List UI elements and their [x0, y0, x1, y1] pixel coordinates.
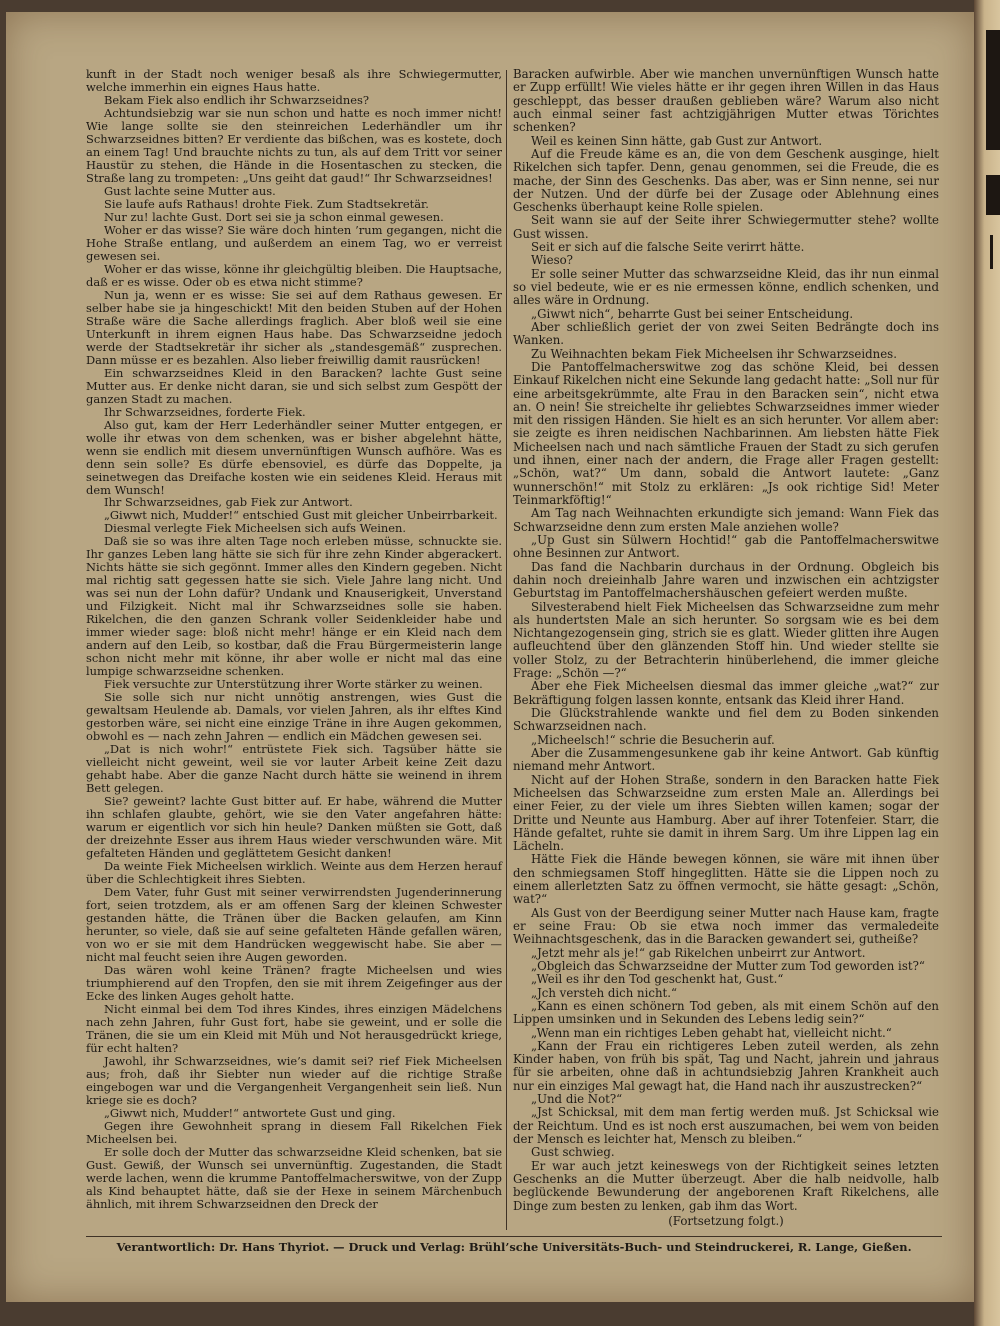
column-divider	[506, 70, 507, 1230]
paragraph: „Wenn man ein richtiges Leben gehabt hat, vielleicht nicht.“	[531, 1025, 892, 1040]
paragraph: Auf die Freude käme es an, die von dem Geschenk ausginge, hielt Rikelchen sich tapfer. Denn, genau genommen, sei die Freude, die es mache, der Sinn des Geschenks. Das aber, was er Sinn nenne, sei nur der Nutzen. Und der dürfe bei der Zusage oder Ablehnung eines Geschenks überhaupt keine Rolle spielen.	[513, 146, 939, 215]
text-column-left	[86, 68, 502, 1211]
paragraph: Seit er sich auf die falsche Seite verirrt hätte.	[531, 240, 805, 255]
paragraph: Gust lachte seine Mutter aus.	[104, 183, 276, 198]
paragraph: Ihr Schwarzseidnes, gab Fiek zur Antwort.	[104, 495, 353, 510]
paragraph: Nicht einmal bei dem Tod ihres Kindes, ihres einzigen Mädelchens nach zehn Jahren, fuhr Gust fort, habe sie geweint, und er solle die Tränen, die sie um ein Kleid mit Müh und Not herausgedrückt kriege, für echt halten?	[86, 1001, 502, 1055]
paragraph: Daß sie so was ihre alten Tage noch erleben müsse, schnuckte sie. Ihr ganzes Leben lang hätte sie sich für ihre zehn Kinder abgerackert. Nichts hätte sie sich gegönnt. Immer alles den Kindern gegeben. Nicht mal richtig satt gegessen hatte sie sich. Viele Jahre lang nicht. Und was sei nun der Lohn dafür? Undank und Knauserigkeit, Unverstand und Filzigkeit. Nicht mal ihr Schwarzseidnes solle sie haben. Rikelchen, die den ganzen Schrank voller Seidenkleider habe und immer wieder sage: bloß nicht mehr! hänge er ein Kleid nach dem andern auf den Leib, so kostbar, daß die Frau Bürgermeisterin lange schon nicht mehr mit könne, ihr aber wolle er nicht mal das eine lumpige schwarzseidne schenken.	[86, 534, 502, 679]
paragraph: „Jch versteh dich nicht.“	[531, 985, 677, 1000]
paragraph: „Kann der Frau ein richtigeres Leben zuteil werden, als zehn Kinder haben, von früh bis spät, Tag und Nacht, jahrein und jahraus für sie arbeiten, ohne daß in achtundsiebzig Jahren Krankheit auch nur ein einziges Mal gewagt hat, die Hand nach ihr auszustrecken?“	[513, 1038, 939, 1093]
paragraph: „Und die Not?“	[531, 1092, 623, 1107]
paragraph: Die Pantoffelmacherswitwe zog das schöne Kleid, bei dessen Einkauf Rikelchen nicht eine Sekunde lang gedacht hatte: „Soll nur für eine arbeitsgekrümmte, alte Frau in den Baracken sein“, nicht etwa an. O nein! Sie streichelte ihr geliebtes Schwarzseidnes immer wieder mit den rissigen Händen. Sie hielt es an sich herunter. Vor allem aber: sie zeigte es ihren neidischen Nachbarinnen. Am liebsten hätte Fiek Micheelsen nach und nach sämtliche Frauen der Stadt zu sich gerufen und ihnen, einer nach der andern, die Frage aller Fragen gestellt: „Schön, wat?“ Um dann, sobald die Antwort lautete: „Ganz wunnerschön!“ mit Stolz zu erklären: „Js ook richtige Sid! Meter Teinmarkföftig!“	[513, 359, 939, 507]
paragraph: Aber schließlich geriet der von zwei Seiten Bedrängte doch ins Wanken.	[513, 319, 939, 348]
paragraph: Baracken aufwirble. Aber wie manchen unvernünftigen Wunsch hatte er Zupp erfüllt! Wie vieles hätte er ihr gegen ihren Willen in das Haus geschleppt, das besser draußen geblieben wäre? Warum also nicht auch einmal seiner fast achtzigjährigen Mutter etwas Törichtes schenken?	[513, 67, 939, 135]
paragraph: „Giwwt nich, Mudder!“ antwortete Gust und ging.	[104, 1105, 396, 1120]
paragraph: Das wären wohl keine Tränen? fragte Micheelsen und wies triumphierend auf den Tropfen, den sie mit ihrem Zeigefinger aus der Ecke des linken Auges geholt hatte.	[86, 962, 502, 1003]
paragraph: „Obgleich das Schwarzseidne der Mutter zum Tod geworden ist?“	[531, 958, 925, 973]
paragraph: Ihr Schwarzseidnes, forderte Fiek.	[104, 404, 306, 419]
paragraph: Wieso?	[531, 253, 573, 268]
paragraph: Achtundsiebzig war sie nun schon und hatte es noch immer nicht! Wie lange sollte sie den steinreichen Lederhändler um ihr Schwarzseidnes bitten? Er verdiente das bißchen, was es kostete, doch an einem Tag! Und brauchte nichts zu tun, als auf dem Tritt vor seiner Haustür zu stehen, die Hände in die Hosentaschen zu stecken, die Straße lang zu trompeten: „Uns geiht dat gaud!“ Ihr Schwarzseidnes!	[86, 105, 502, 185]
paragraph: Dem Vater, fuhr Gust mit seiner verwirrendsten Jugenderinnerung fort, seien trotzdem, als er am offenen Sarg der kleinen Schwester gestanden hätte, die Tränen über die Backen gelaufen, am Kinn herunter, so viele, daß sie auf seine gefalteten Hände gefallen wären, von wo er sie mit dem Handrücken weggewischt habe. Sie aber — nicht mal feucht seien ihre Augen geworden.	[86, 885, 502, 964]
paragraph: „Weil es ihr den Tod geschenkt hat, Gust.“	[531, 972, 784, 987]
adjacent-page-mark	[986, 175, 1000, 215]
paragraph: Aber ehe Fiek Micheelsen diesmal das immer gleiche „wat?“ zur Bekräftigung folgen lassen konnte, entsank das Kleid ihrer Hand.	[513, 679, 939, 707]
paragraph: Er war auch jetzt keineswegs von der Richtigkeit seines letzten Geschenks an die Mutter überzeugt. Aber die halb neidvolle, halb beglückende Bewunderung der angeborenen Kraft Rikelchens, alle Dinge zum besten zu lenken, gab ihm das Wort.	[513, 1158, 939, 1213]
paragraph: „Micheelsch!“ schrie die Besucherin auf.	[531, 732, 775, 747]
paragraph: Er solle seiner Mutter das schwarzseidne Kleid, das ihr nun einmal so viel bedeute, wie er es nie ermessen könne, endlich schenken, und alles wäre in Ordnung.	[513, 266, 939, 308]
paragraph: Sie? geweint? lachte Gust bitter auf. Er habe, während die Mutter ihn schlafen glaubte, gehört, wie sie den Vater angefahren hätte: warum er eigentlich vor sich hin heule? Danken müßten sie Gott, daß der dreizehnte Esser aus ihrem Haus wieder verschwunden wäre. Mit gefalteten Händen und geglättetem Gesicht danken!	[86, 794, 502, 861]
paragraph: Gegen ihre Gewohnheit sprang in diesem Fall Rikelchen Fiek Micheelsen bei.	[86, 1118, 502, 1146]
paragraph: „Giwwt nich, Mudder!“ entschied Gust mit gleicher Unbeirrbarkeit.	[104, 508, 498, 523]
paragraph: Sie solle sich nur nicht unnötig anstrengen, wies Gust die gewaltsam Heulende ab. Damals, vor vielen Jahren, als ihr elftes Kind gestorben wäre, sei nicht eine einzige Träne in ihre Augen gekommen, obwohl es — nach zehn Jahren — endlich ein Mädchen gewesen sei.	[86, 690, 502, 744]
paragraph: Woher er das wisse? Sie wäre doch hinten ’rum gegangen, nicht die Hohe Straße entlang, und außerdem an einem Tag, wo er verreist gewesen sei.	[86, 222, 502, 263]
paragraph: Gust schwieg.	[531, 1145, 615, 1160]
paragraph: „Kann es einen schönern Tod geben, als mit einem Schön auf den Lippen umsinken und in Sekunden des Lebens ledig sein?“	[513, 998, 939, 1027]
paragraph: Nicht auf der Hohen Straße, sondern in den Baracken hatte Fiek Micheelsen das Schwarzseidne zum ersten Male an. Allerdings bei einer Feier, zu der viele um ihres Siebten willen kamen; sogar der Dritte und Neunte aus Hamburg. Aber auf ihrer Totenfeier. Starr, die Hände gefaltet, ruhte sie damit in ihrem Sarg. Um ihre Lippen lag ein Lächeln.	[513, 772, 939, 854]
paragraph: Also gut, kam der Herr Lederhändler seiner Mutter entgegen, er wolle ihr etwas von dem schenken, was er bisher abgelehnt hätte, wenn sie endlich mit diesem unvernünftigen Wunsch aufhöre. Was es denn sein solle? Es dürfe ebensoviel, es dürfe das Doppelte, ja seinetwegen das Dreifache kosten wie ein seidenes Kleid. Heraus mit dem Wunsch!	[86, 417, 502, 497]
adjacent-page-mark	[990, 235, 1000, 269]
paragraph: Das fand die Nachbarin durchaus in der Ordnung. Obgleich bis dahin noch dreieinhalb Jahre waren und inzwischen ein achtzigster Geburtstag im Pantoffelmachershäuschen gefeiert werden mußte.	[513, 559, 939, 601]
paragraph: Er solle doch der Mutter das schwarzseidne Kleid schenken, bat sie Gust. Gewiß, der Wunsch sei unvernünftig. Zugestanden, die Stadt werde lachen, wenn die krumme Pantoffelmacherswitwe, von der Zupp als Kind behauptet hätte, daß sie der Hexe in seinem Märchenbuch ähnlich, mit ihrem Schwarzseidnen den Dreck der	[86, 1144, 502, 1211]
paragraph: Seit wann sie auf der Seite ihrer Schwiegermutter stehe? wollte Gust wissen.	[513, 213, 939, 241]
paragraph: Fiek versuchte zur Unterstützung ihrer Worte stärker zu weinen.	[104, 677, 483, 692]
paragraph: „Jst Schicksal, mit dem man fertig werden muß. Jst Schicksal wie der Reichtum. Und es ist noch erst auszumachen, bei wem von beiden der Mensch es leichter hat, Mensch zu bleiben.“	[513, 1105, 939, 1146]
paragraph: Diesmal verlegte Fiek Micheelsen sich aufs Weinen.	[104, 521, 407, 536]
imprint-footer: Verantwortlich: Dr. Hans Thyriot. — Druck und Verlag: Brühl’sche Universitäts-Buch- und Steindruckerei, R. Lange, Gießen.	[116, 1240, 912, 1254]
paragraph: „Dat is nich wohr!“ entrüstete Fiek sich. Tagsüber hätte sie vielleicht nicht geweint, weil sie vor lauter Arbeit keine Zeit dazu gehabt habe. Aber die ganze Nacht durch hätte sie weinend in ihrem Bett gelegen.	[86, 742, 502, 796]
paragraph: „Giwwt nich“, beharrte Gust bei seiner Entscheidung.	[531, 306, 854, 321]
paragraph: kunft in der Stadt noch weniger besaß als ihre Schwiegermutter, welche immerhin ein eignes Haus hatte.	[86, 67, 502, 94]
paragraph: Jawohl, ihr Schwarzseidnes, wie’s damit sei? rief Fiek Micheelsen aus; froh, daß ihr Siebter nun wieder auf die richtige Straße eingebogen war und die Vergangenheit Vergangenheit sein ließ. Nun kriege sie es doch?	[86, 1053, 502, 1107]
paragraph: Am Tag nach Weihnachten erkundigte sich jemand: Wann Fiek das Schwarzseidne denn zum ersten Male anziehen wolle?	[513, 506, 939, 534]
paragraph: Da weinte Fiek Micheelsen wirklich. Weinte aus dem Herzen herauf über die Schlechtigkeit ihres Siebten.	[86, 859, 502, 887]
paragraph: Nur zu! lachte Gust. Dort sei sie ja schon einmal gewesen.	[104, 209, 444, 224]
paragraph: Weil es keinen Sinn hätte, gab Gust zur Antwort.	[531, 133, 823, 148]
adjacent-page-mark	[986, 30, 1000, 150]
paragraph: Woher er das wisse, könne ihr gleichgültig bleiben. Die Hauptsache, daß er es wisse. Oder ob es etwa nicht stimme?	[86, 261, 502, 289]
paragraph: „Jetzt mehr als je!“ gab Rikelchen unbeirrt zur Antwort.	[531, 945, 866, 960]
paragraph: Silvesterabend hielt Fiek Micheelsen das Schwarzseidne zum mehr als hundertsten Male an sich herunter. So sorgsam wie es bei dem Nichtangezogensein ging, strich sie es glatt. Wieder glitten ihre Augen aufleuchtend über den glänzenden Stoff hin. Und wieder stellte sie voller Stolz, zu der Betrachterin hinüberlehend, die immer gleiche Frage: „Schön —?“	[513, 599, 939, 681]
paragraph: Nun ja, wenn er es wisse: Sie sei auf dem Rathaus gewesen. Er selber habe sie ja hingeschickt! Mit den beiden Stuben auf der Hohen Straße wäre die Sache allerdings fraglich. Aber bloß weil sie eine Unterkunft in ihrem eignen Haus habe. Das Schwarzseidne jedoch werde der Stadtsekretär ihr sicher als „standesgemäß“ zusprechen. Dann müsse er es bezahlen. Also lieber freiwillig damit rausrücken!	[86, 287, 502, 367]
paragraph: Aber die Zusammengesunkene gab ihr keine Antwort. Gab künftig niemand mehr Antwort.	[513, 745, 939, 774]
paragraph: Als Gust von der Beerdigung seiner Mutter nach Hause kam, fragte er seine Frau: Ob sie etwa noch immer das vermaledeite Weihnachtsgeschenk, das in die Baracken gewandert sei, gutheiße?	[513, 905, 939, 947]
paragraph: Hätte Fiek die Hände bewegen können, sie wäre mit ihnen über den schmiegsamen Stoff hingeglitten. Hätte sie die Lippen noch zu einem allerletzten Satz zu öffnen vermocht, sie hätte gesagt: „Schön, wat?“	[513, 852, 939, 907]
paragraph: „Up Gust sin Sülwern Hochtid!“ gab die Pantoffelmacherswitwe ohne Besinnen zur Antwort.	[513, 532, 939, 561]
paragraph: Die Glückstrahlende wankte und fiel dem zu Boden sinkenden Schwarzseidnen nach.	[513, 706, 939, 734]
footer-rule	[86, 1236, 942, 1237]
text-column-right	[513, 68, 939, 1228]
continuation-note: (Fortsetzung folgt.)	[668, 1213, 784, 1228]
paragraph: Bekam Fiek also endlich ihr Schwarzseidnes?	[104, 92, 369, 107]
paragraph: Zu Weihnachten bekam Fiek Micheelsen ihr Schwarzseidnes.	[531, 346, 897, 361]
paragraph: Sie laufe aufs Rathaus! drohte Fiek. Zum Stadtsekretär.	[104, 196, 429, 211]
paragraph: Ein schwarzseidnes Kleid in den Baracken? lachte Gust seine Mutter aus. Er denke nicht daran, sie und sich selbst zum Gespött der ganzen Stadt zu machen.	[86, 365, 502, 406]
